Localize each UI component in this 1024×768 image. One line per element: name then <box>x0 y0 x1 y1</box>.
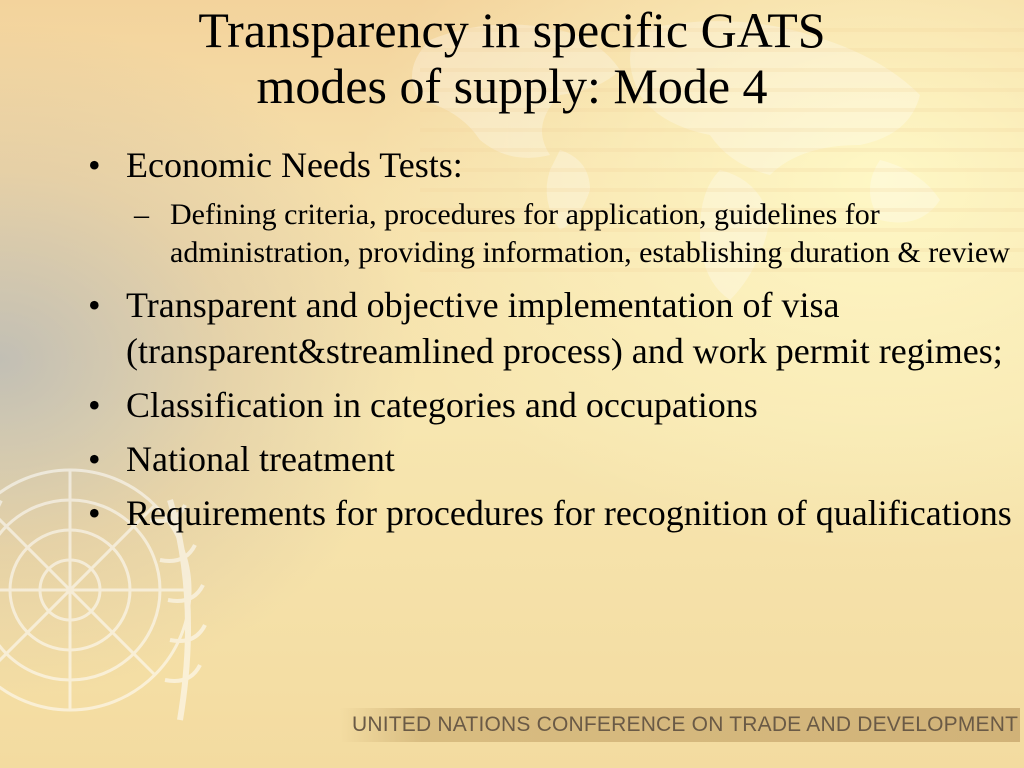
bullet-marker: • <box>88 145 101 185</box>
bullet-national-treatment <box>88 436 1018 482</box>
bullet-text: Economic Needs Tests: <box>126 145 463 185</box>
sub-bullet-defining-criteria <box>88 196 1018 272</box>
bullet-economic-needs-tests <box>88 142 1018 188</box>
footer-organization: UNITED NATIONS CONFERENCE ON TRADE AND DEVELOPMENT <box>352 713 1019 736</box>
bullet-text: Requirements for procedures for recognition of qualifications <box>126 493 1012 533</box>
bullet-text: Transparent and objective implementation of visa (transparent&streamlined process) and work permit regimes; <box>126 285 1003 371</box>
bullet-recognition-qualifications <box>88 490 1018 536</box>
bullet-text: National treatment <box>126 439 395 479</box>
bullet-text: Classification in categories and occupations <box>126 385 758 425</box>
bullet-list <box>88 142 1018 544</box>
title-line-2: modes of supply: Mode 4 <box>256 58 768 114</box>
bullet-marker: • <box>88 439 101 479</box>
footer-band <box>340 708 1020 742</box>
sub-bullet-marker: – <box>134 198 149 231</box>
bullet-marker: • <box>88 493 101 533</box>
bullet-marker: • <box>88 285 101 325</box>
bullet-classification <box>88 382 1018 428</box>
slide-title <box>60 2 964 114</box>
title-line-1: Transparency in specific GATS <box>198 2 826 58</box>
sub-bullet-text: Defining criteria, procedures for application, guidelines for administration, providing information, establishing duration & review <box>170 198 1010 269</box>
bullet-visa-work-permit <box>88 282 1018 374</box>
bullet-marker: • <box>88 385 101 425</box>
